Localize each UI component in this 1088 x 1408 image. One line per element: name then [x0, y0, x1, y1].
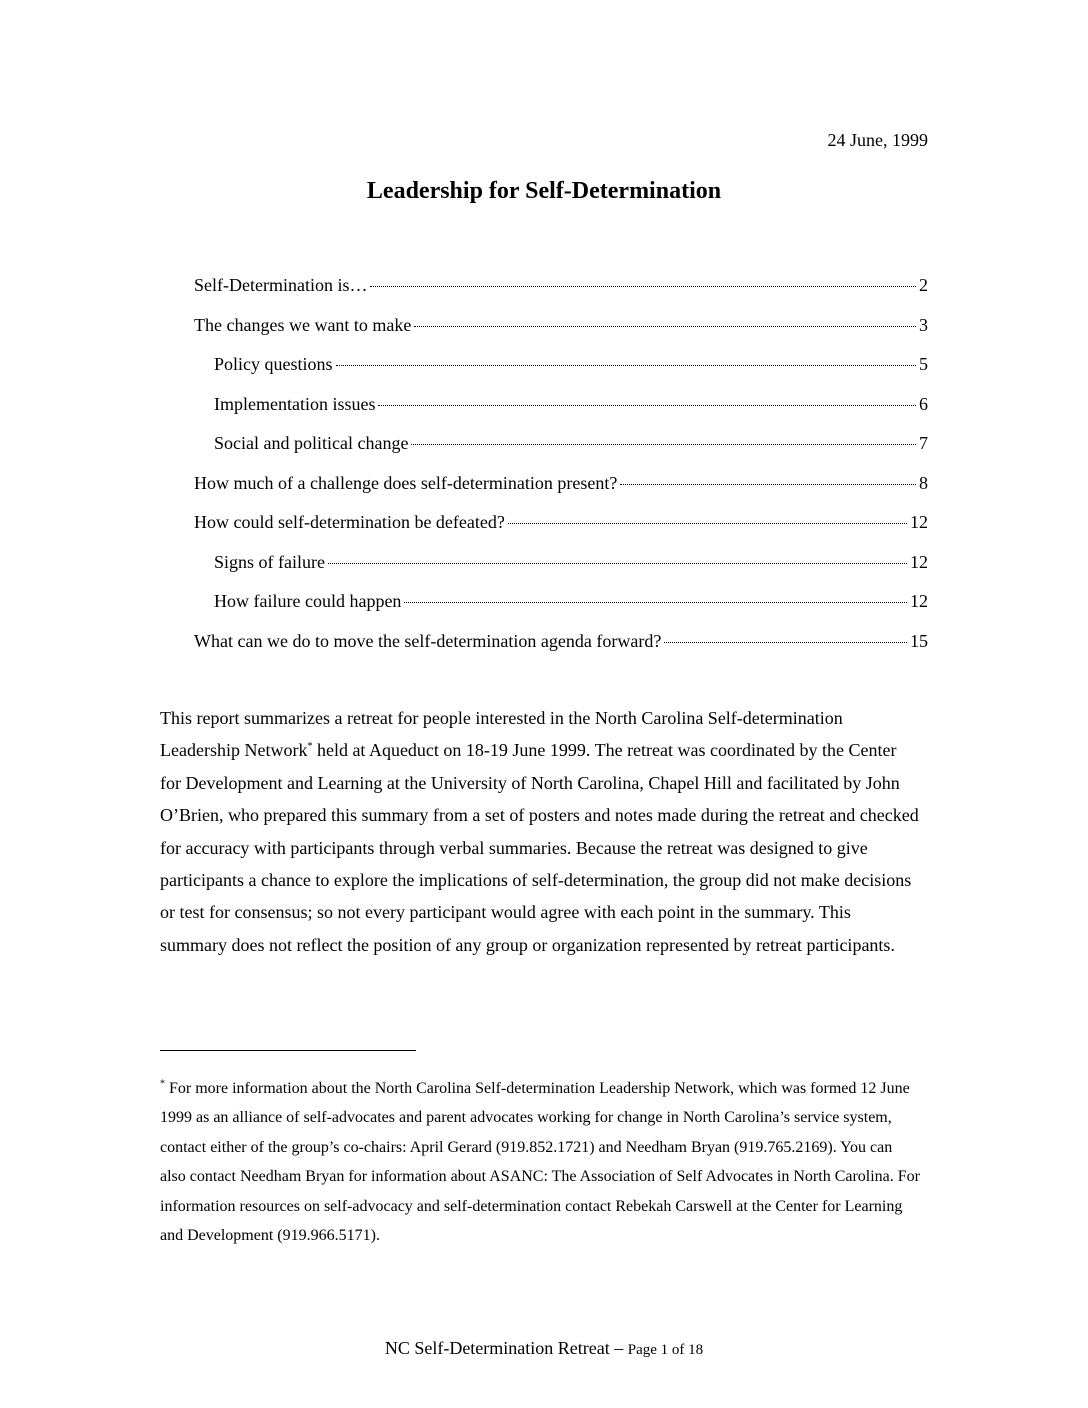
document-date: 24 June, 1999	[827, 130, 928, 150]
toc-entry-label: Signs of failure	[214, 551, 325, 572]
toc-entry-label: How failure could happen	[214, 591, 402, 611]
toc-entry-page: 15	[910, 630, 928, 651]
toc-entry-label: Implementation issues	[214, 393, 376, 414]
toc-dot-leader	[404, 602, 907, 603]
toc-entry-page: 6	[919, 393, 928, 414]
toc-dot-leader	[328, 563, 907, 564]
page-footer	[0, 1338, 1088, 1359]
toc-entry-page: 12	[910, 551, 928, 572]
footnote-separator	[160, 1050, 416, 1051]
toc-entry-page: 5	[919, 354, 928, 374]
footnote-text: For more information about the North Carolina Self-determination Leadership Network, which was formed 12 June 1999 as an alliance of self-advocates and parent advocates working for change in North Carolina’s service system, contact either of the group’s co-chairs: April Gerard (919.852.1721) and Needham Bryan (919.765.2169). You can also contact Needham Bryan for information about ASANC: The Association of Self Advocates in North Carolina. For information resources on self-advocacy and self-determination contact Rebekah Carswell at the Center for Learning and Development (919.966.5171).	[160, 1080, 921, 1245]
summary-text-part2: held at Aqueduct on 18-19 June 1999. The retreat was coordinated by the Center for Development and Learning at the University of North Carolina, Chapel Hill and facilitated by John O’Brien, who prepared this summary from a set of posters and notes made during the retreat and checked for accuracy with participants through verbal summaries. Because the retreat was designed to give participants a chance to explore the implications of self-determination, the group did not make decisions or test for consensus; so not every participant would agree with each point in the summary. This summary does not reflect the position of any group or organization represented by retreat participants.	[160, 740, 919, 955]
toc-entry-label: The changes we want to make	[194, 314, 412, 335]
toc-dot-leader	[414, 326, 916, 327]
toc-entry-label: Policy questions	[214, 354, 333, 374]
toc-entry[interactable]	[194, 275, 928, 315]
document-title: Leadership for Self-Determination	[366, 178, 722, 204]
toc-dot-leader	[370, 286, 916, 287]
toc-entry[interactable]	[194, 433, 928, 473]
toc-dot-leader	[508, 523, 907, 524]
toc-entry-page: 2	[919, 275, 928, 295]
toc-entry[interactable]	[194, 512, 928, 552]
toc-entry-page: 12	[910, 512, 928, 532]
toc-entry[interactable]	[194, 591, 928, 631]
toc-entry-label: How could self-determination be defeated?	[194, 512, 505, 532]
toc-entry[interactable]	[194, 552, 928, 592]
footer-page-number: Page 1 of 18	[627, 1342, 704, 1358]
toc-dot-leader	[664, 642, 907, 643]
toc-entry-label: Social and political change	[214, 433, 409, 453]
toc-entry-page: 8	[919, 472, 928, 493]
toc-dot-leader	[336, 365, 916, 366]
toc-dot-leader	[620, 484, 916, 485]
table-of-contents	[194, 275, 928, 670]
toc-dot-leader	[411, 444, 916, 445]
summary-paragraph	[160, 702, 920, 961]
summary-text-part1: This report summarizes a retreat for people interested in the North Carolina Self-determination Leadership Network	[160, 708, 843, 761]
toc-entry-page: 7	[919, 433, 928, 453]
footnote	[160, 1074, 920, 1250]
toc-entry-page: 12	[910, 591, 928, 611]
toc-entry-page: 3	[919, 314, 928, 335]
footer-title: NC Self-Determination Retreat –	[384, 1338, 628, 1358]
toc-entry[interactable]	[194, 631, 928, 671]
toc-entry[interactable]	[194, 315, 928, 355]
toc-entry-label: How much of a challenge does self-determination present?	[194, 472, 618, 493]
toc-entry-label: What can we do to move the self-determination agenda forward?	[194, 630, 662, 651]
toc-entry-label: Self-Determination is…	[194, 275, 368, 295]
toc-entry[interactable]	[194, 473, 928, 513]
footnote-reference[interactable]: *	[307, 741, 313, 753]
footnote-mark: *	[160, 1078, 165, 1090]
toc-entry[interactable]	[194, 354, 928, 394]
toc-dot-leader	[378, 405, 916, 406]
toc-entry[interactable]	[194, 394, 928, 434]
